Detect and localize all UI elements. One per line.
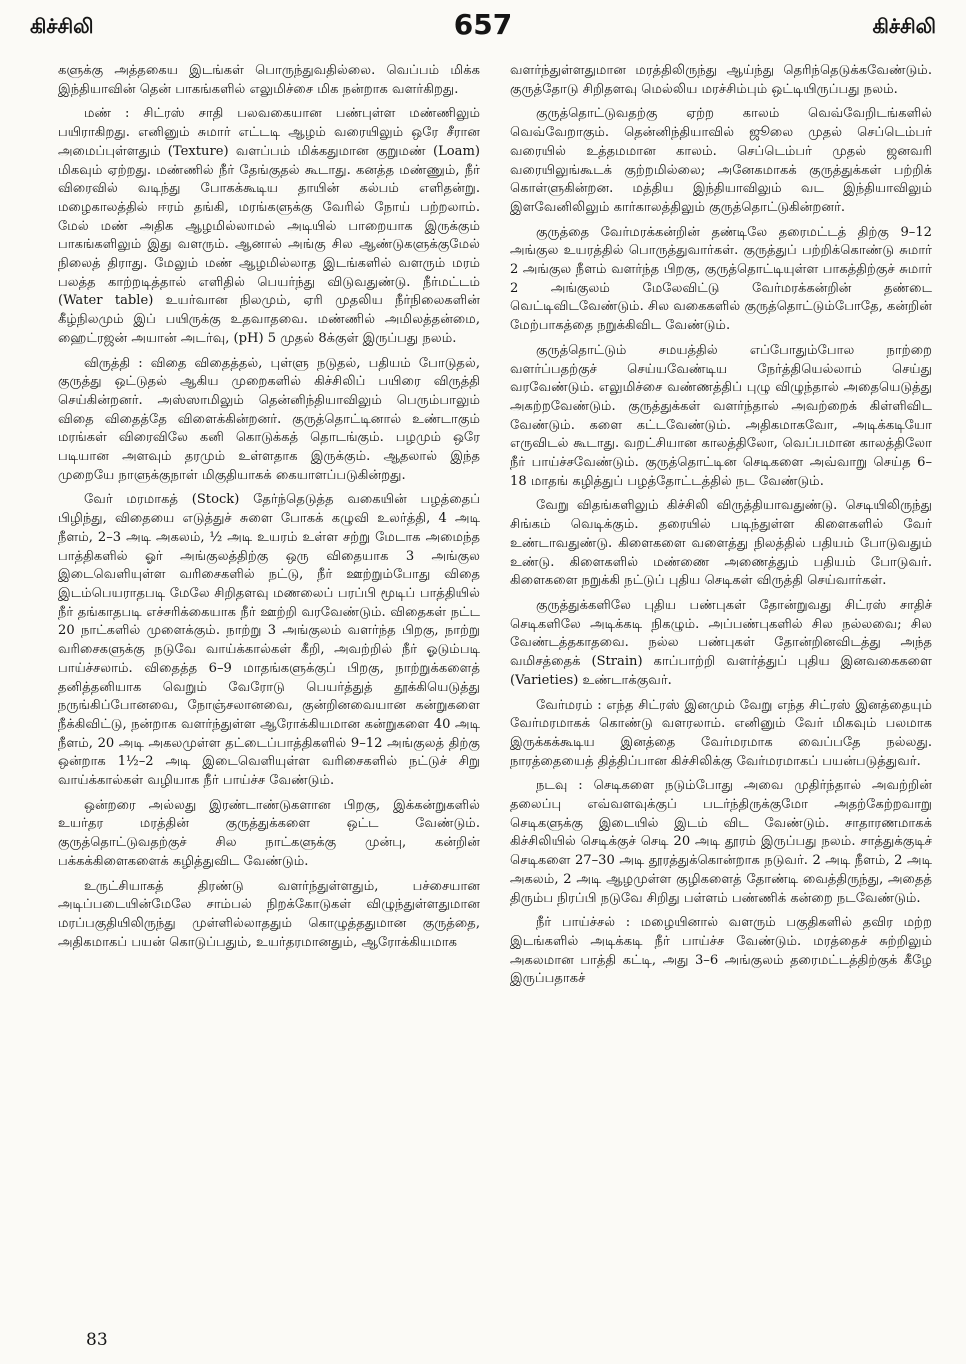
folio-number: 83: [86, 1330, 108, 1350]
paragraph: ஒன்றரை அல்லது இரண்டாண்டுகளான பிறகு, இக்கன்றுகளில் உயர்தர மரத்தின் குருத்துக்களை ஒட்ட வேண்டும். குருத்தொட்டுவதற்குச் சில நாட்களுக்கு முன்பு, கன்றின் பக்கக்கிளைகளைக் கழித்துவிட வேண்டும்.: [58, 797, 480, 869]
paragraph: வேறு விதங்களிலும் கிச்சிலி விருத்தியாவதுண்டு. செடியிலிருந்து சிங்கம் வெடிக்கும். தரையில் படிந்துள்ள கிளைகளில் வேர் உண்டாவதுண்டு. கிளைகளை வளைத்து நிலத்தில் பதியம் போடுவதும் உண்டு. கிளைகளில் மண்ணை அணைத்தும் பதியம் போடுவர். கிளைகளை நறுக்கி நட்டுப் புதிய செடிகள் விருத்தி செய்வார்கள்.: [510, 498, 932, 589]
paragraph: களுக்கு அத்தகைய இடங்கள் பொருந்துவதில்லை. வெப்பம் மிக்க இந்தியாவின் தென் பாகங்களில் எலுமிச்சை மிக நன்றாக வளர்கிறது.: [58, 63, 480, 97]
paragraph: வளர்ந்துள்ளதுமான மரத்திலிருந்து ஆய்ந்து தெரிந்தெடுக்கவேண்டும். குருத்தோடு சிறிதளவு மெல்லிய மரச்சிம்பும் ஒட்டியிருப்பது நலம்.: [510, 63, 932, 97]
running-title-right: கிச்சிலி: [872, 14, 936, 38]
paragraph: நீர் பாய்ச்சல் : மழையினால் வளரும் பகுதிகளில் தவிர மற்ற இடங்களில் அடிக்கடி நீர் பாய்ச்ச வேண்டும். மரத்தைச் சுற்றிலும் அகலமான பாத்தி கட்டி, அது 3–6 அங்குலம் தரைமட்டத்திற்குக் கீழே இருப்பதாகச்: [510, 915, 932, 987]
paragraph: நடவு : செடிகளை நடும்போது அவை முதிர்ந்தால் அவற்றின் தலைப்பு எவ்வளவுக்குப் படர்ந்திருக்குமோ அதற்கேற்றவாறு செடிகளுக்கு இடையில் இடம் விட வேண்டும். சாதாரணமாகக் கிச்சிலியில் செடிக்குச் செடி 20 அடி தூரம் இருப்பது நலம். சாத்துக்குடிச் செடிகளை 27–30 அடி தூரத்துக்கொன்றாக நடுவர். 2 அடி நீளம், 2 அடி அகலம், 2 அடி ஆழமுள்ள குழிகளைத் தோண்டி வைத்திருந்து, அதைத் திரும்ப நிரப்பி நடுவே சிறிது பள்ளம் பண்ணிக் கன்றை நடவேண்டும்.: [510, 778, 932, 906]
paragraph: குருத்தொட்டும் சமயத்தில் எப்போதும்போல நாற்றை வளர்ப்பதற்குச் செய்யவேண்டிய நேர்த்தியெல்லாம் செய்து வரவேண்டும். எலுமிச்சை வண்ணத்திப் புழு விழுந்தால் அதையெடுத்து அகற்றவேண்டும். குருத்துக்கள் வளர்ந்தால் அவற்றைக் கிள்ளிவிட வேண்டும். களை கட்டவேண்டும். அதிகமாகவோ, அடிக்கடியோ எருவிடல் கூடாது. வறட்சியான காலத்திலோ, வெப்பமான காலத்திலோ நீர் பாய்ச்சவேண்டும். குருத்தொட்டின செடிகளை அவ்வாறு செய்த 6–18 மாதங் கழித்துப் பழத்தோட்டத்தில் நட வேண்டும்.: [510, 342, 932, 489]
running-header: [28, 8, 938, 42]
paragraph: விருத்தி : விதை விதைத்தல், புள்ளு நடுதல், பதியம் போடுதல், குருத்து ஒட்டுதல் ஆகிய முறைகளில் கிச்சிலிப் பயிரை விருத்தி செய்கின்றனர். அஸ்ஸாமிலும் தென்னிந்தியாவிலும் பெரும்பாலும் விதை விதைத்தே விளைக்கின்றனர். குருத்தொட்டினால் உண்டாகும் மரங்கள் விரைவிலே கனி கொடுக்கத் தொடங்கும். பழமும் ஒரே படியான அளவும் தரமும் உள்ளதாக இருக்கும். ஆதலால் இந்த முறையே நாளுக்குநாள் மிகுதியாகக் கையாளப்படுகின்றது.: [58, 355, 480, 483]
page-number: 657: [453, 8, 513, 41]
right-column: [510, 62, 932, 1324]
paragraph: உருட்சியாகத் திரண்டு வளர்ந்துள்ளதும், பச்சையான அடிப்படையின்மேலே சாம்பல் நிறக்கோடுகள் விழுந்துள்ளதுமான மரப்பகுதியிலிருந்து முள்ளில்லாததும் கொழுத்ததுமான குருத்தை, அதிகமாகப் பயன் கொடுப்பதும், உயர்தரமானதும், ஆரோக்கியமாக: [58, 878, 480, 950]
paragraph: குருத்தை வேர்மரக்கன்றின் தண்டிலே தரைமட்டத் திற்கு 9–12 அங்குல உயரத்தில் பொருத்துவார்கள். குருத்துப் பற்றிக்கொண்டு சுமார் 2 அங்குல நீளம் வளர்ந்த பிறகு, குருத்தொட்டியுள்ள பாகத்திற்குச் சுமார் 2 அங்குலம் மேலேவிட்டு வேர்மரக்கன்றின் தண்டை வெட்டிவிடவேண்டும். சில வகைகளில் குருத்தொட்டும்போதே, கன்றின் மேற்பாகத்தை நறுக்கிவிட வேண்டும்.: [510, 224, 932, 334]
left-column: [58, 62, 480, 1324]
paragraph: மண் : சிட்ரஸ் சாதி பலவகையான பண்புள்ள மண்ணிலும் பயிராகிறது. எனினும் சுமார் எட்டடி ஆழம் வரையிலும் ஒரே சீரான அமைப்புள்ளதும் (Texture) வளப்பம் மிக்கதுமான குறுமண் (Loam) மிகவும் ஏற்றது. மண்ணில் நீர் தேங்குதல் கூடாது. கனத்த மண்ணும், நீர் விரைவில் வடிந்து போகக்கூடிய தாயின் கல்பம் எளிதன்று. மழைகாலத்தில் ஈரம் தங்கி, மரங்களுக்கு வேரில் நோய் பற்றலாம். மேல் மண் அதிக ஆழமில்லாமல் அடியில் பாறையாக இருக்கும் பாகங்களிலும் இது வளரும். ஆனால் அங்கு சில ஆண்டுகளுக்குமேல் நிலைத் திராது. மேலும் மண் ஆழமில்லாத இடங்களில் வளரும் மரம் பலத்த காற்றடித்தால் எளிதில் பெயர்ந்து விடுவதுண்டு. நீர்மட்டம் (Water table) உயர்வான நிலமும், ஏரி முதலிய நீர்நிலைகளின் கீழ்நிலமும் இப் பயிருக்கு உதவாதவை. மண்ணில் அமிலத்தன்மை, ஹைட்ரஜன் அயான் அடர்வு, (pH) 5 முதல் 8க்குள் இருப்பது நலம்.: [58, 106, 480, 346]
running-title-left: கிச்சிலி: [30, 14, 94, 38]
paragraph: குருத்தொட்டுவதற்கு ஏற்ற காலம் வெவ்வேறிடங்களில் வெவ்வேறாகும். தென்னிந்தியாவில் ஜூலை முதல் செப்டெம்பர் வரையில் உத்தமமான காலம். செப்டெம்பர் முதல் ஜனவரி வரையிலுங்கூடக் குற்றமில்லை; அனேகமாகக் குருத்துக்கள் பற்றிக் கொள்ளுகின்றன. மத்திய இந்தியாவிலும் வட இந்தியாவிலும் இளவேனிலிலும் கார்காலத்திலும் குருத்தொட்டுகின்றனர்.: [510, 106, 932, 215]
paragraph: வேர்மரம் : எந்த சிட்ரஸ் இனமும் வேறு எந்த சிட்ரஸ் இனத்தையும் வேர்மரமாகக் கொண்டு வளரலாம். எனினும் வேர் மிகவும் பலமாக இருக்கக்கூடிய இனத்தை வேர்மரமாக வைப்பதே நல்லது. நாரத்தையைத் தித்திப்பான கிச்சிலிக்கு வேர்மரமாகப் பயன்படுத்துவர்.: [510, 697, 932, 769]
paragraph: வேர் மரமாகத் (Stock) தேர்ந்தெடுத்த வகையின் பழத்தைப் பிழிந்து, விதையை எடுத்துச் சுளை போகக் கழுவி உலர்த்தி, 4 அடி நீளம், 2–3 அடி அகலம், ½ அடி உயரம் உள்ள சற்று மேடாக அமைந்த பாத்திகளில் ஓர் அங்குலத்திற்கு ஒரு விதையாக 3 அங்குல இடைவெளியுள்ள வரிசைகளில் நட்டு, நீர் ஊற்றும்போது விதை இடம்பெயராதபடி மேலே சிறிதளவு மணலைப் பரப்பி மூடிப் பாத்தியில் நீர் தங்காதபடி எச்சரிக்கையாக நீர் ஊற்றி வரவேண்டும். விதைகள் நட்ட 20 நாட்களில் முளைக்கும். நாற்று 3 அங்குலம் வளர்ந்த பிறகு, நாற்று வரிசைகளுக்கு நடுவே வாய்க்கால்கள் கீறி, அவற்றில் நீர் ஓடும்படி பாய்ச்சலாம். விதைத்த 6–9 மாதங்களுக்குப் பிறகு, நாற்றுக்களைத் தனித்தனியாக வெறும் வேரோடு பெயர்த்துத் தூக்கியெடுத்து நருங்கிப்போனவை, நோஞ்சலானவை, குன்றினவையான கன்றுகளை நீக்கிவிட்டு, நன்றாக வளர்ந்துள்ள ஆரோக்கியமான கன்றுகளை 40 அடி நீளம், 20 அடி அகலமுள்ள தட்டைப்பாத்திகளில் 9–12 அங்குலத் திற்கு ஒன்றாக 1½–2 அடி இடைவெளியுள்ள வரிசைகளில் நட்டுச் சிறு வாய்க்கால்கள் வழியாக நீர் பாய்ச்ச வேண்டும்.: [58, 492, 480, 789]
paragraph: குருத்துக்களிலே புதிய பண்புகள் தோன்றுவது சிட்ரஸ் சாதிச் செடிகளிலே அடிக்கடி நிகழும். அப்பண்புகளில் சில நல்லவை; சில வேண்டத்தகாதவை. நல்ல பண்புகள் தோன்றினவிடத்து அந்த வமிசத்தைக் (Strain) காப்பாற்றி வளர்த்துப் புதிய இனவகைகளை (Varieties) உண்டாக்குவர்.: [510, 597, 932, 688]
